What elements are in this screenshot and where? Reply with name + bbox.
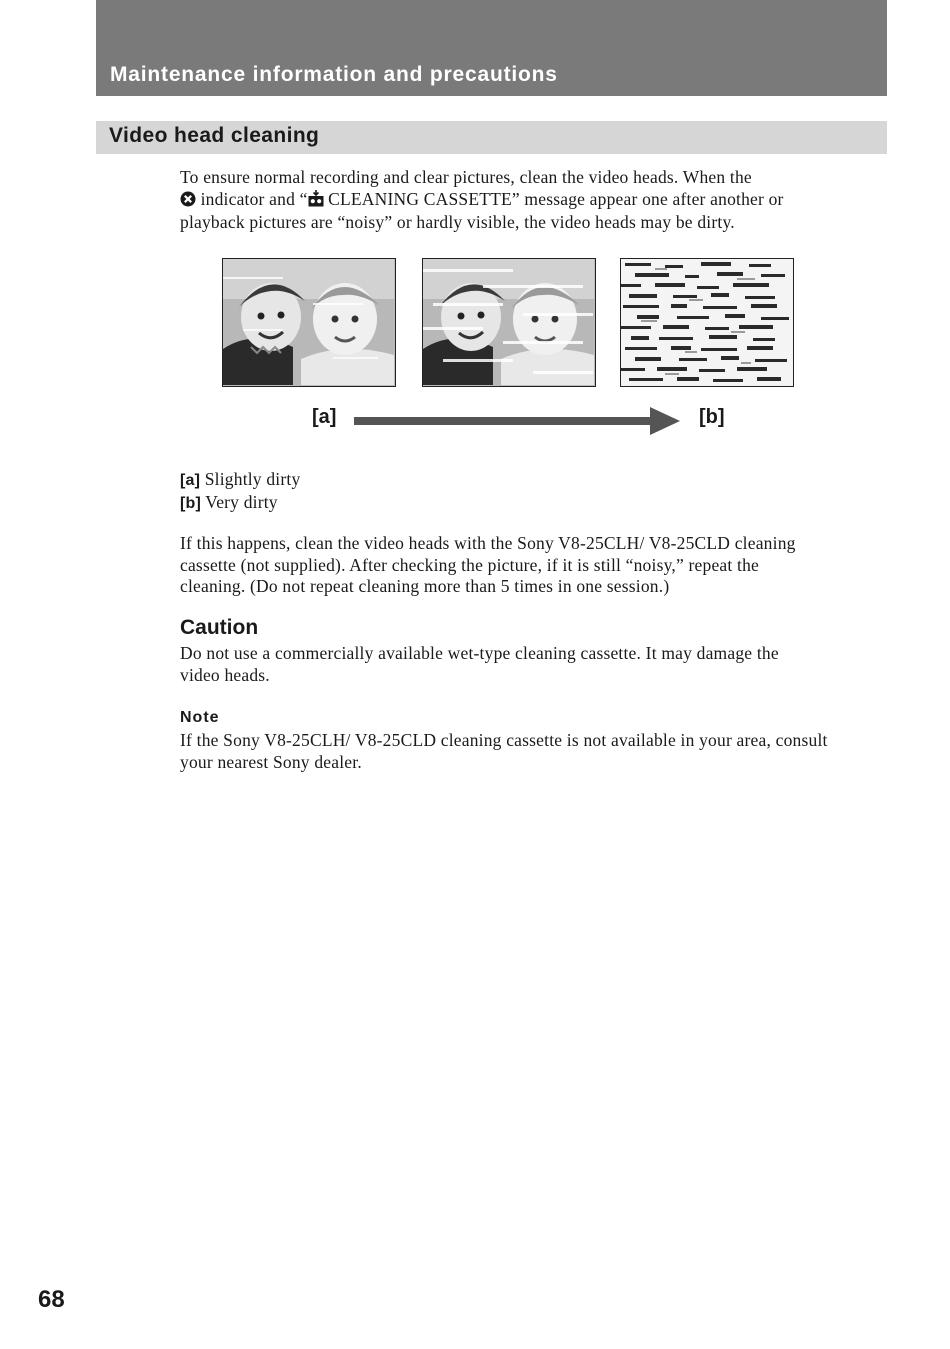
intro-line-2 <box>180 189 880 213</box>
cleaning-instructions <box>180 533 880 598</box>
instructions-line-2: cassette (not supplied). After checking the picture, if it is still “noisy,” repeat the <box>180 554 760 575</box>
chapter-title: Maintenance information and precautions <box>110 63 558 86</box>
note-heading: Note <box>180 709 220 726</box>
figure-label-b: [b] <box>699 406 725 428</box>
caution-line-1: Do not use a commercially available wet-type cleaning cassette. It may damage the <box>180 643 779 663</box>
note-line-1: If the Sony V8-25CLH/ V8-25CLD cleaning cassette is not available in your area, consult <box>180 730 828 750</box>
legend-item-a <box>180 469 880 492</box>
progression-arrow <box>354 406 684 436</box>
dirty-picture <box>422 258 596 387</box>
figure-legend <box>180 469 880 514</box>
section-header <box>96 121 887 154</box>
caution-text <box>180 643 880 686</box>
legend-text-a: Slightly dirty <box>200 469 301 489</box>
instructions-line-1: If this happens, clean the video heads with the Sony V8-25CLH/ V8-25CLD cleaning <box>180 533 796 553</box>
slightly-dirty-picture <box>222 258 396 387</box>
intro-line-2-part-a: indicator and “ <box>196 188 308 209</box>
instructions-line-3: cleaning. (Do not repeat cleaning more than 5 times in one session.) <box>180 576 670 596</box>
intro-line-3: playback pictures are “noisy” or hardly visible, the video heads may be dirty. <box>180 212 735 232</box>
head-clog-warning-icon <box>180 191 196 213</box>
very-dirty-noise-picture <box>620 258 794 387</box>
caution-line-2: video heads. <box>180 664 270 685</box>
chapter-banner <box>96 0 887 96</box>
page-number: 68 <box>38 1286 65 1313</box>
section-title: Video head cleaning <box>109 124 320 147</box>
dirty-heads-illustration <box>222 258 796 438</box>
legend-text-b: Very dirty <box>201 491 278 512</box>
note-line-2: your nearest Sony dealer. <box>180 751 362 772</box>
legend-key-a: [a] <box>180 472 201 489</box>
legend-item-b <box>180 492 880 515</box>
note-text <box>180 730 890 773</box>
figure-label-a: [a] <box>312 406 337 428</box>
intro-line-1: To ensure normal recording and clear pictures, clean the video heads. When the <box>180 167 752 187</box>
intro-line-2-part-b: CLEANING CASSETTE” message appear one after another or <box>323 188 784 209</box>
caution-heading: Caution <box>180 616 259 639</box>
intro-paragraph <box>180 167 880 234</box>
cleaning-cassette-icon <box>308 190 324 213</box>
legend-key-b: [b] <box>180 494 202 512</box>
